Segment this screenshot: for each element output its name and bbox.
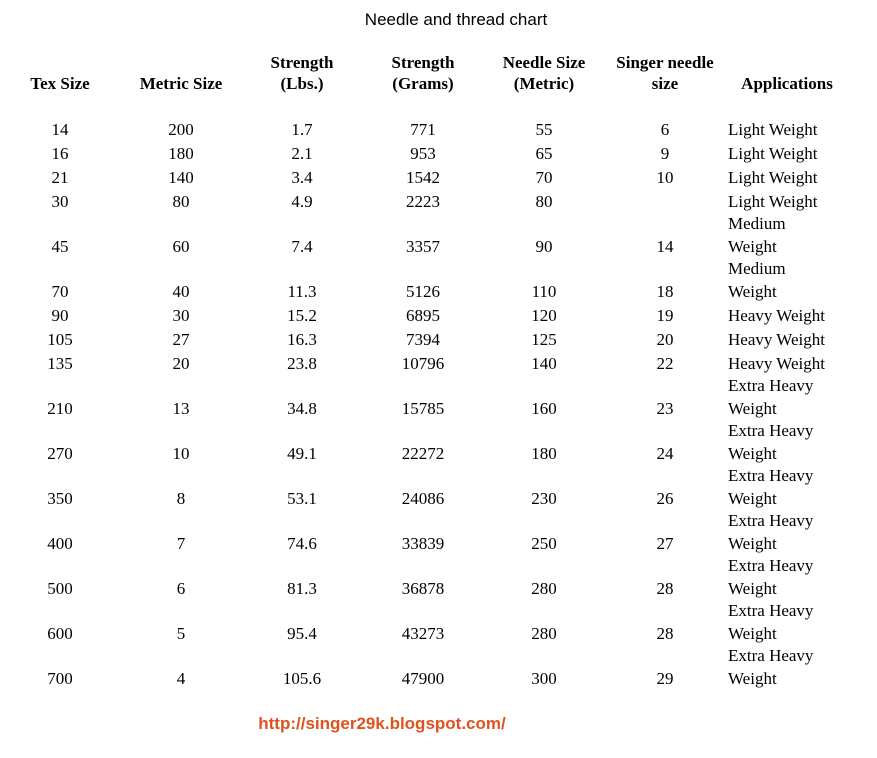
- cell-singer-needle-size: 23: [656, 398, 674, 418]
- cell-tex-size: 45: [51, 236, 69, 256]
- cell-strength-grams: 10796: [401, 353, 445, 373]
- cell-tex-size: 500: [47, 578, 73, 598]
- cell-strength-grams: 5126: [406, 281, 440, 301]
- cell-strength-grams: 33839: [401, 533, 445, 553]
- table-row: [0, 327, 877, 351]
- cell-applications: Light Weight: [728, 119, 818, 139]
- cell-singer-needle-size: 24: [656, 443, 674, 463]
- header-needle-size-metric: [479, 49, 609, 94]
- cell-tex-size: 105: [47, 329, 73, 349]
- cell-strength-lbs: 4.9: [291, 191, 313, 211]
- header-label: Needle Size (Metric): [502, 53, 586, 93]
- cell-applications: Light Weight: [728, 191, 818, 211]
- cell-applications: Extra Heavy Weight: [728, 511, 814, 553]
- cell-strength-lbs: 74.6: [287, 533, 317, 553]
- header-tex-size: [0, 49, 125, 94]
- cell-metric-size: 180: [168, 143, 194, 163]
- cell-strength-lbs: 81.3: [287, 578, 317, 598]
- cell-needle-size-metric: 160: [531, 398, 557, 418]
- cell-metric-size: 40: [172, 281, 190, 301]
- cell-applications: Medium Weight: [728, 259, 786, 301]
- cell-metric-size: 8: [176, 488, 186, 508]
- cell-needle-size-metric: 140: [531, 353, 557, 373]
- cell-strength-lbs: 2.1: [291, 143, 313, 163]
- cell-tex-size: 400: [47, 533, 73, 553]
- cell-applications: Extra Heavy Weight: [728, 556, 814, 598]
- cell-tex-size: 600: [47, 623, 73, 643]
- cell-singer-needle-size: 20: [656, 329, 674, 349]
- cell-strength-grams: 36878: [401, 578, 445, 598]
- cell-strength-grams: 22272: [401, 443, 445, 463]
- header-metric-size: [116, 49, 246, 94]
- header-label: Metric Size: [139, 74, 223, 93]
- cell-strength-grams: 2223: [406, 191, 440, 211]
- cell-tex-size: 16: [51, 143, 69, 163]
- cell-applications: Extra Heavy Weight: [728, 376, 814, 418]
- cell-singer-needle-size: 29: [656, 668, 674, 688]
- cell-strength-lbs: 95.4: [287, 623, 317, 643]
- cell-metric-size: 80: [172, 191, 190, 211]
- cell-needle-size-metric: 280: [531, 623, 557, 643]
- cell-tex-size: 270: [47, 443, 73, 463]
- cell-needle-size-metric: 90: [535, 236, 553, 256]
- cell-singer-needle-size: 27: [656, 533, 674, 553]
- cell-needle-size-metric: 120: [531, 305, 557, 325]
- cell-tex-size: 70: [51, 281, 69, 301]
- cell-metric-size: 13: [172, 398, 190, 418]
- cell-strength-lbs: 11.3: [287, 281, 317, 301]
- table-row: [0, 189, 877, 213]
- cell-tex-size: 14: [51, 119, 69, 139]
- header-applications: [722, 49, 852, 94]
- table-row: [0, 258, 877, 303]
- cell-applications: Extra Heavy Weight: [728, 466, 814, 508]
- cell-singer-needle-size: 6: [660, 119, 670, 139]
- cell-needle-size-metric: 65: [535, 143, 553, 163]
- header-label: Applications: [741, 74, 833, 93]
- table-row: [0, 303, 877, 327]
- cell-needle-size-metric: 55: [535, 119, 553, 139]
- cell-strength-grams: 771: [410, 119, 436, 139]
- header-singer-needle-size: [600, 49, 730, 94]
- cell-applications: Light Weight: [728, 167, 818, 187]
- cell-needle-size-metric: 250: [531, 533, 557, 553]
- cell-metric-size: 4: [176, 668, 186, 688]
- table-row: [0, 600, 877, 645]
- cell-metric-size: 200: [168, 119, 194, 139]
- table-row: [0, 351, 877, 375]
- cell-metric-size: 6: [176, 578, 186, 598]
- table-row: [0, 117, 877, 141]
- cell-strength-lbs: 53.1: [287, 488, 317, 508]
- cell-strength-lbs: 15.2: [287, 305, 317, 325]
- cell-applications: Extra Heavy Weight: [728, 646, 814, 688]
- cell-tex-size: 350: [47, 488, 73, 508]
- cell-metric-size: 20: [172, 353, 190, 373]
- cell-strength-lbs: 105.6: [282, 668, 322, 688]
- cell-applications: Heavy Weight: [728, 305, 825, 325]
- cell-applications: Extra Heavy Weight: [728, 421, 814, 463]
- cell-strength-grams: 24086: [401, 488, 445, 508]
- cell-strength-lbs: 16.3: [287, 329, 317, 349]
- cell-singer-needle-size: 22: [656, 353, 674, 373]
- cell-metric-size: 30: [172, 305, 190, 325]
- cell-singer-needle-size: 18: [656, 281, 674, 301]
- cell-metric-size: 7: [176, 533, 186, 553]
- cell-needle-size-metric: 80: [535, 191, 553, 211]
- cell-applications: Heavy Weight: [728, 353, 825, 373]
- chart-title: Needle and thread chart: [364, 10, 548, 29]
- cell-strength-grams: 7394: [406, 329, 440, 349]
- cell-singer-needle-size: 9: [660, 143, 670, 163]
- cell-tex-size: 700: [47, 668, 73, 688]
- cell-needle-size-metric: 180: [531, 443, 557, 463]
- cell-strength-grams: 1542: [406, 167, 440, 187]
- cell-metric-size: 5: [176, 623, 186, 643]
- table-row: [0, 555, 877, 600]
- cell-singer-needle-size: 26: [656, 488, 674, 508]
- cell-needle-size-metric: 230: [531, 488, 557, 508]
- cell-strength-lbs: 1.7: [291, 119, 313, 139]
- cell-needle-size-metric: 70: [535, 167, 553, 187]
- cell-strength-lbs: 3.4: [291, 167, 313, 187]
- table-row: [0, 375, 877, 420]
- cell-singer-needle-size: 14: [656, 236, 674, 256]
- cell-strength-grams: 3357: [406, 236, 440, 256]
- table-row: [0, 510, 877, 555]
- cell-needle-size-metric: 280: [531, 578, 557, 598]
- table-row: [0, 465, 877, 510]
- cell-strength-lbs: 34.8: [287, 398, 317, 418]
- cell-needle-size-metric: 125: [531, 329, 557, 349]
- cell-strength-lbs: 49.1: [287, 443, 317, 463]
- cell-strength-lbs: 23.8: [287, 353, 317, 373]
- header-strength-lbs: [237, 49, 367, 94]
- cell-applications: Medium Weight: [728, 214, 786, 256]
- header-label: Singer needle size: [616, 53, 714, 93]
- cell-needle-size-metric: 110: [531, 281, 557, 301]
- cell-needle-size-metric: 300: [531, 668, 557, 688]
- header-label: Strength (Lbs.): [270, 53, 334, 93]
- cell-metric-size: 10: [172, 443, 190, 463]
- cell-tex-size: 135: [47, 353, 73, 373]
- cell-strength-grams: 953: [410, 143, 436, 163]
- cell-strength-grams: 6895: [406, 305, 440, 325]
- cell-strength-grams: 15785: [401, 398, 445, 418]
- cell-applications: Light Weight: [728, 143, 818, 163]
- cell-singer-needle-size: 28: [656, 623, 674, 643]
- cell-tex-size: 21: [51, 167, 69, 187]
- table-row: [0, 141, 877, 165]
- table-row: [0, 420, 877, 465]
- table-row: [0, 165, 877, 189]
- cell-metric-size: 140: [168, 167, 194, 187]
- cell-applications: Heavy Weight: [728, 329, 825, 349]
- cell-metric-size: 60: [172, 236, 190, 256]
- header-label: Strength (Grams): [391, 53, 455, 93]
- cell-singer-needle-size: 28: [656, 578, 674, 598]
- cell-strength-grams: 43273: [401, 623, 445, 643]
- table-row: [0, 645, 877, 690]
- cell-singer-needle-size: 10: [656, 167, 674, 187]
- table-row: [0, 213, 877, 258]
- cell-applications: Extra Heavy Weight: [728, 601, 814, 643]
- header-strength-grams: [358, 49, 488, 94]
- cell-singer-needle-size: 19: [656, 305, 674, 325]
- cell-tex-size: 30: [51, 191, 69, 211]
- cell-metric-size: 27: [172, 329, 190, 349]
- header-label: Tex Size: [30, 74, 90, 93]
- cell-strength-lbs: 7.4: [291, 236, 313, 256]
- cell-strength-grams: 47900: [401, 668, 445, 688]
- footer-link[interactable]: http://singer29k.blogspot.com/: [258, 714, 506, 733]
- cell-tex-size: 210: [47, 398, 73, 418]
- cell-tex-size: 90: [51, 305, 69, 325]
